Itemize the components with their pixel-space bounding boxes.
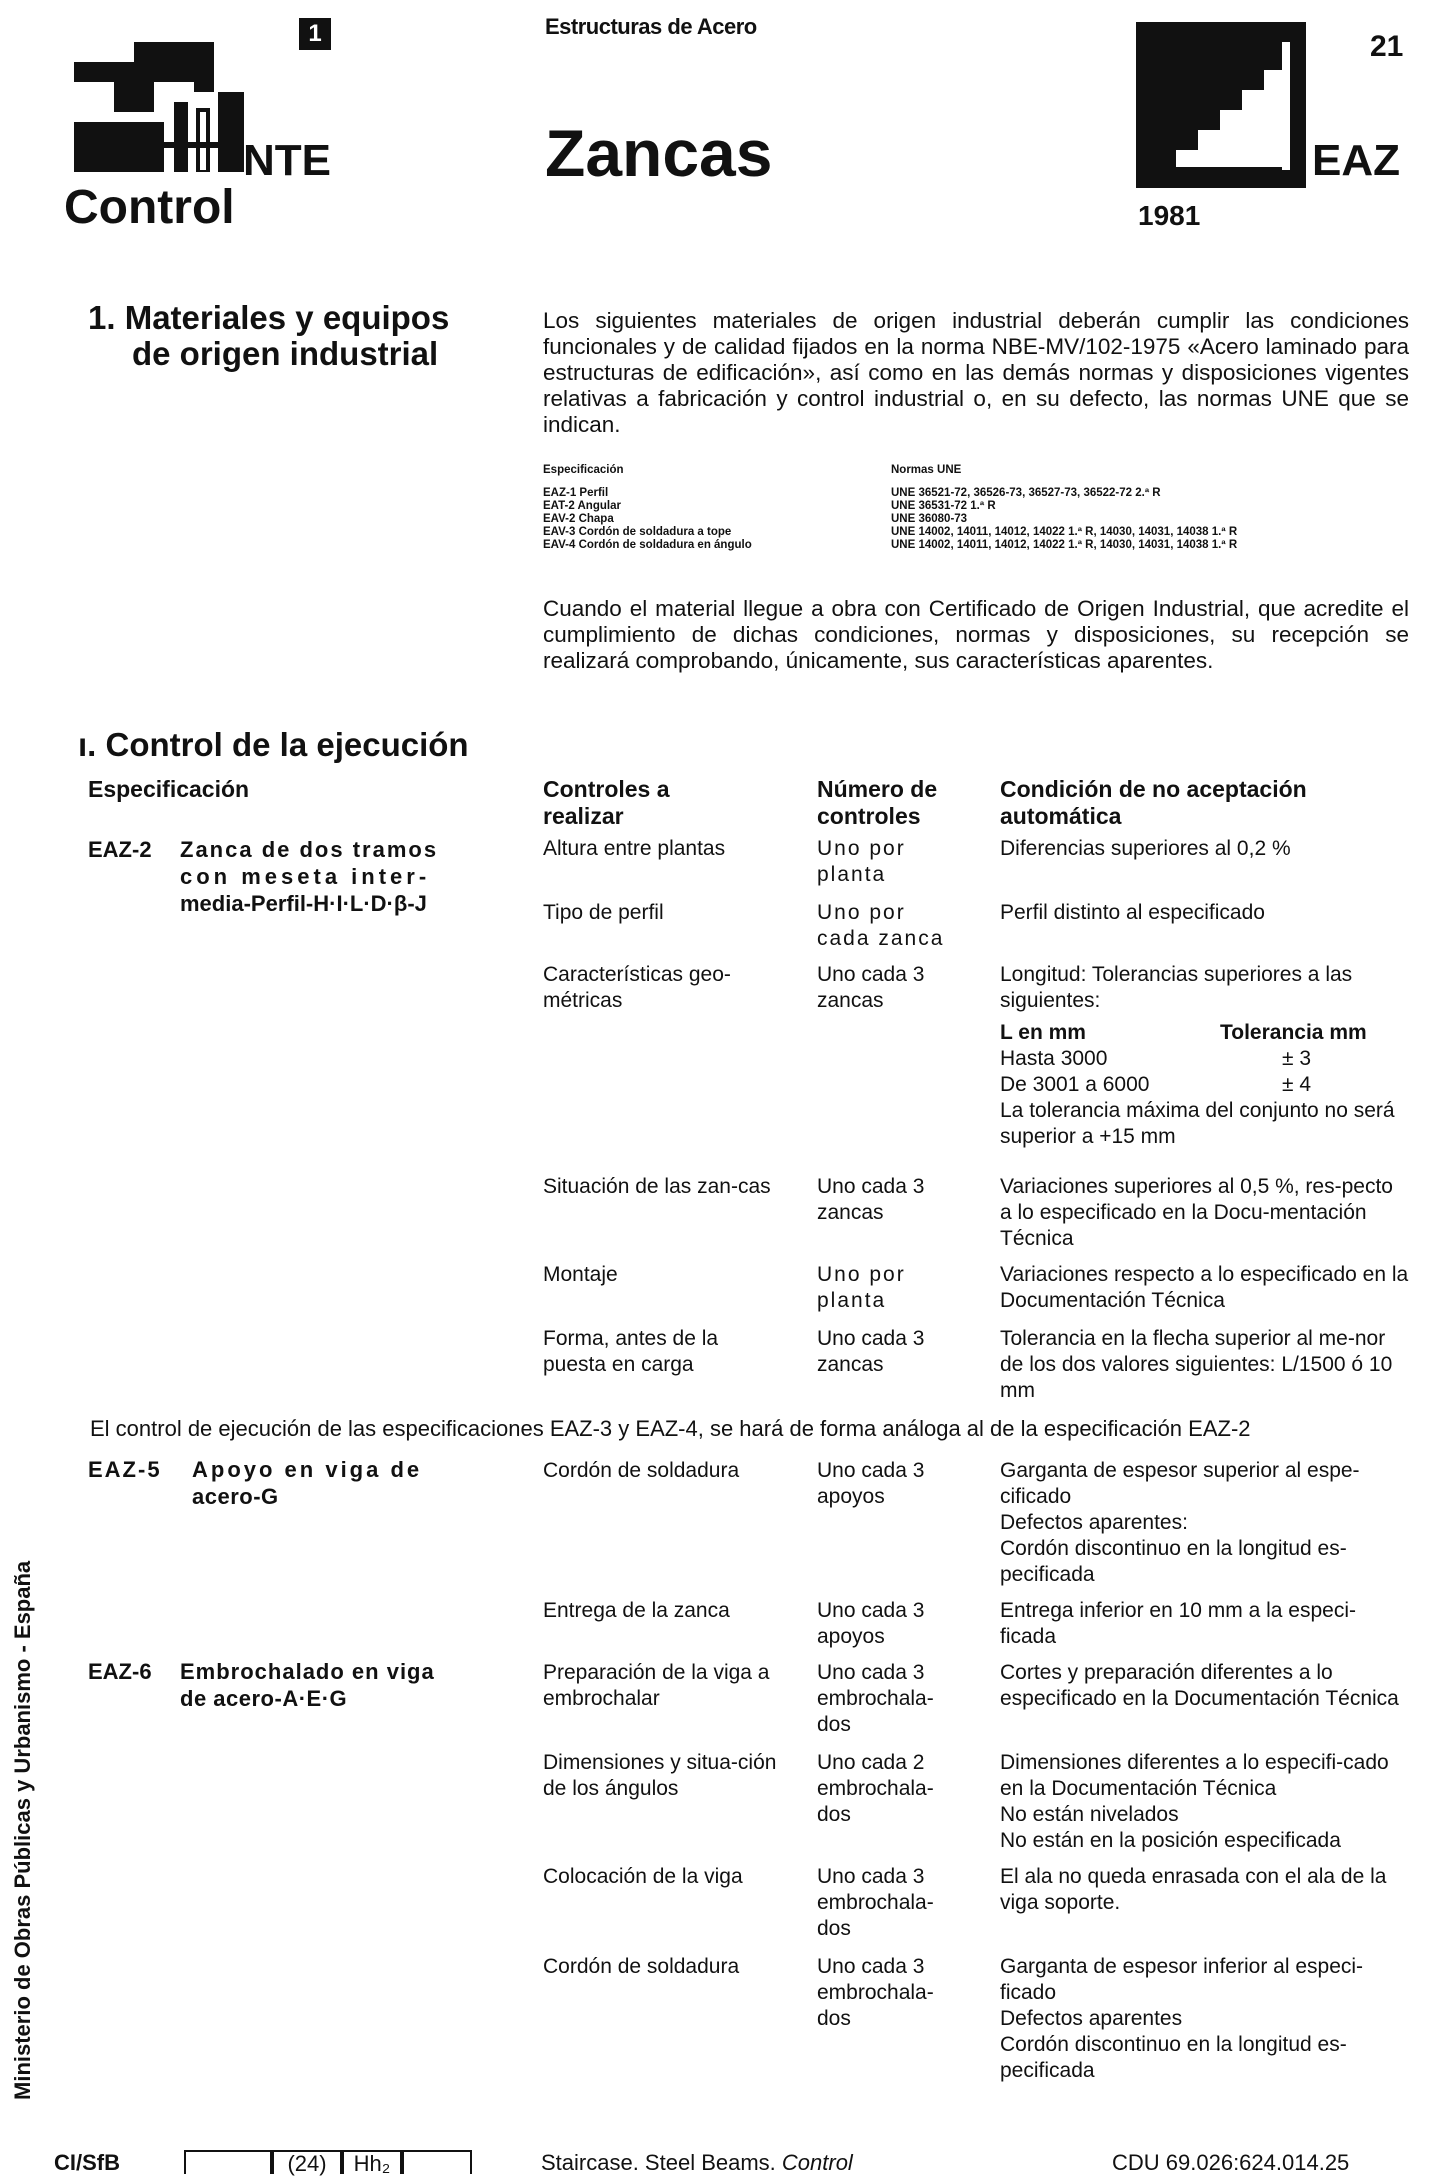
logo-nte xyxy=(74,22,244,172)
row-condition: Entrega inferior en 10 mm a la especi-ficada xyxy=(1000,1599,1357,1648)
row-condition: Garganta de espesor inferior al especi-ficado Defectos aparentes Cordón discontinuo en la longitud es-pecificada xyxy=(1000,1955,1364,2082)
row-control: Montaje xyxy=(543,1263,618,1286)
footer-cdu: CDU 69.026:624.014.25 xyxy=(1112,2150,1350,2175)
row-control: Tipo de perfil xyxy=(543,901,664,924)
spec-name-line: Zanca de dos tramos xyxy=(180,837,439,862)
row-control: Dimensiones y situa-ción de los ángulos xyxy=(543,1751,777,1800)
row-condition: Perfil distinto al especificado xyxy=(1000,901,1265,924)
row-count: Uno cada 3 embrochala-dos xyxy=(817,1661,934,1736)
tolerance-col2: Tolerancia mm xyxy=(1220,1021,1367,1044)
footer-code24: (24) xyxy=(287,2151,327,2176)
row-count: Uno cada 3 embrochala-dos xyxy=(817,1865,934,1940)
row-count: Uno cada 2 embrochala-dos xyxy=(817,1751,934,1826)
norms-table-header-norms: Normas UNE xyxy=(891,464,962,476)
row-condition: Dimensiones diferentes a lo especifi-cado en la Documentación Técnica No están nivelados No están en la posición especificada xyxy=(1000,1751,1389,1852)
spec-code: EAZ-2 xyxy=(88,837,152,862)
footer-english-italic: Control xyxy=(781,2150,853,2175)
footer-english-text: Staircase. Steel Beams. xyxy=(541,2150,782,2175)
row-control: Forma, antes de la puesta en carga xyxy=(543,1327,719,1376)
section2-heading-text: Control de la ejecución xyxy=(105,726,469,763)
row-condition: Diferencias superiores al 0,2 % xyxy=(1000,837,1291,860)
row-control: Entrega de la zanca xyxy=(543,1599,730,1622)
norms-table-row xyxy=(543,500,1409,513)
norms-row-norms: UNE 14002, 14011, 14012, 14022 1.ª R, 14030, 14031, 14038 1.ª R xyxy=(891,526,1238,538)
footer-box xyxy=(184,2150,272,2174)
footer-classification xyxy=(184,2150,472,2174)
ministry-sidebar: Ministerio de Obras Públicas y Urbanismo - España xyxy=(10,1560,35,2100)
row-condition: Cortes y preparación diferentes a lo especificado en la Documentación Técnica xyxy=(1000,1661,1399,1710)
row-count: Uno por cada zanca xyxy=(817,901,945,950)
section1-closing: Cuando el material llegue a obra con Certificado de Origen Industrial, que acredite el cumplimiento de dichas condiciones, normas y disposiciones, su recepción se realizará comprobando, únicamente, sus características aparentes. xyxy=(543,596,1409,673)
row-condition: Tolerancia en la flecha superior al me-nor de los dos valores siguientes: L/1500 ó 10 mm xyxy=(1000,1327,1393,1402)
row-control: Situación de las zan-cas xyxy=(543,1175,771,1198)
tolerance-note: La tolerancia máxima del conjunto no será superior a +15 mm xyxy=(1000,1099,1395,1148)
tolerance-r1a: Hasta 3000 xyxy=(1000,1047,1108,1070)
row-count: Uno por planta xyxy=(817,1263,906,1312)
execution-note: El control de ejecución de las especificaciones EAZ-3 y EAZ-4, se hará de forma análoga al de la especificación EAZ-2 xyxy=(90,1416,1251,1441)
row-control: Colocación de la viga xyxy=(543,1865,743,1888)
tolerance-col1: L en mm xyxy=(1000,1021,1086,1044)
spec-eaz2 xyxy=(88,836,508,917)
row-control: Preparación de la viga a embrochalar xyxy=(543,1661,770,1710)
section2-number: ı. xyxy=(78,726,97,763)
stair-logo xyxy=(1136,22,1306,188)
box-number-text: 1 xyxy=(308,20,322,47)
tolerance-table xyxy=(1000,1020,1410,1150)
col-header-count: Número de controles xyxy=(817,776,938,829)
spec-name-line: Apoyo en viga de xyxy=(192,1457,423,1482)
row-control: Altura entre plantas xyxy=(543,837,726,860)
row-condition: El ala no queda enrasada con el ala de la viga soporte. xyxy=(1000,1865,1387,1914)
spec-name-line: acero-G xyxy=(192,1484,279,1509)
spec-code: EAZ-6 xyxy=(88,1659,152,1684)
norms-table-row xyxy=(543,526,1409,539)
norms-row-norms: UNE 36531-72 1.ª R xyxy=(891,500,996,512)
page-title: Zancas xyxy=(545,116,773,190)
footer-english xyxy=(541,2150,853,2176)
norms-row-norms: UNE 36521-72, 36526-73, 36527-73, 36522-72 2.ª R xyxy=(891,487,1161,499)
footer-box xyxy=(342,2150,402,2174)
row-condition: Garganta de espesor superior al espe-cificado Defectos aparentes: Cordón discontinuo en la longitud es-pecificada xyxy=(1000,1459,1360,1586)
footer-box xyxy=(272,2150,342,2174)
spec-name-line: con meseta inter- xyxy=(180,864,431,889)
norms-row-spec: EAV-2 Chapa xyxy=(543,513,614,525)
year-label: 1981 xyxy=(1138,200,1201,231)
section1-heading xyxy=(88,300,449,372)
row-count: Uno cada 3 embrochala-dos xyxy=(817,1955,934,2030)
norms-row-norms: UNE 14002, 14011, 14012, 14022 1.ª R, 14030, 14031, 14038 1.ª R xyxy=(891,539,1238,551)
norms-row-spec: EAZ-1 Perfil xyxy=(543,487,609,499)
norms-table-row xyxy=(543,513,1409,526)
tolerance-r1b: ± 3 xyxy=(1282,1047,1312,1070)
page-number: 21 xyxy=(1370,30,1404,63)
control-label: Control xyxy=(64,181,235,234)
norms-table-header-spec: Especificación xyxy=(543,464,624,476)
norms-table xyxy=(543,464,1409,552)
nte-label: NTE xyxy=(243,136,331,185)
norms-table-row xyxy=(543,487,1409,500)
col-header-condition: Condición de no aceptación automática xyxy=(1000,776,1307,829)
footer-cisfb: CI/SfB xyxy=(54,2150,120,2175)
spec-code: EAZ-5 xyxy=(88,1457,162,1482)
row-control: Cordón de soldadura xyxy=(543,1955,740,1978)
series-label: Estructuras de Acero xyxy=(545,14,757,39)
row-count: Uno cada 3 zancas xyxy=(817,1175,925,1224)
box-number xyxy=(299,18,331,50)
col-header-controls: Controles a realizar xyxy=(543,776,670,829)
row-condition: Variaciones superiores al 0,5 %, res-pecto a lo especificado en la Docu-mentación Técnica xyxy=(1000,1175,1393,1250)
section1-heading-line2: de origen industrial xyxy=(132,335,439,372)
tolerance-r2b: ± 4 xyxy=(1282,1073,1312,1096)
footer-box xyxy=(402,2150,472,2174)
row-control: Características geo-métricas xyxy=(543,963,731,1012)
row-control: Cordón de soldadura xyxy=(543,1459,740,1482)
row-count: Uno cada 3 apoyos xyxy=(817,1459,925,1508)
norms-row-norms: UNE 36080-73 xyxy=(891,513,968,525)
row-count: Uno por planta xyxy=(817,837,906,886)
row-condition: Longitud: Tolerancias superiores a las siguientes: xyxy=(1000,963,1353,1012)
col-header-spec: Especificación xyxy=(88,776,250,802)
section1-heading-line1: Materiales y equipos xyxy=(124,299,450,336)
row-condition: Variaciones respecto a lo especificado en la Documentación Técnica xyxy=(1000,1263,1409,1312)
spec-eaz6 xyxy=(88,1658,508,1712)
spec-name-line: media-Perfil-H·I·L·D·β-J xyxy=(180,891,427,916)
norms-row-spec: EAT-2 Angular xyxy=(543,500,621,512)
section2-heading xyxy=(78,726,469,764)
spec-name-line: Embrochalado en viga xyxy=(180,1659,435,1684)
nte-logo-icon xyxy=(74,22,244,172)
section1-number: 1. xyxy=(88,299,116,336)
section1-intro: Los siguientes materiales de origen industrial deberán cumplir las condiciones funcionales y de calidad fijados en la norma NBE-MV/102-1975 «Acero laminado para estructuras de edificación», así como en las demás normas y disposiciones vigentes relativas a fabricación y control industrial o, en su defecto, las normas UNE que se indican. xyxy=(543,308,1409,437)
tolerance-r2a: De 3001 a 6000 xyxy=(1000,1073,1150,1096)
row-count: Uno cada 3 zancas xyxy=(817,1327,925,1376)
spec-eaz5 xyxy=(88,1456,508,1510)
row-count: Uno cada 3 apoyos xyxy=(817,1599,925,1648)
code-label: EAZ xyxy=(1312,136,1400,185)
staircase-icon xyxy=(1136,22,1306,188)
row-count: Uno cada 3 zancas xyxy=(817,963,925,1012)
spec-name-line: de acero-A·E·G xyxy=(180,1686,348,1711)
footer-hh: Hh₂ xyxy=(353,2151,391,2176)
norms-row-spec: EAV-4 Cordón de soldadura en ángulo xyxy=(543,539,752,551)
norms-table-row xyxy=(543,539,1409,552)
norms-row-spec: EAV-3 Cordón de soldadura a tope xyxy=(543,526,732,538)
